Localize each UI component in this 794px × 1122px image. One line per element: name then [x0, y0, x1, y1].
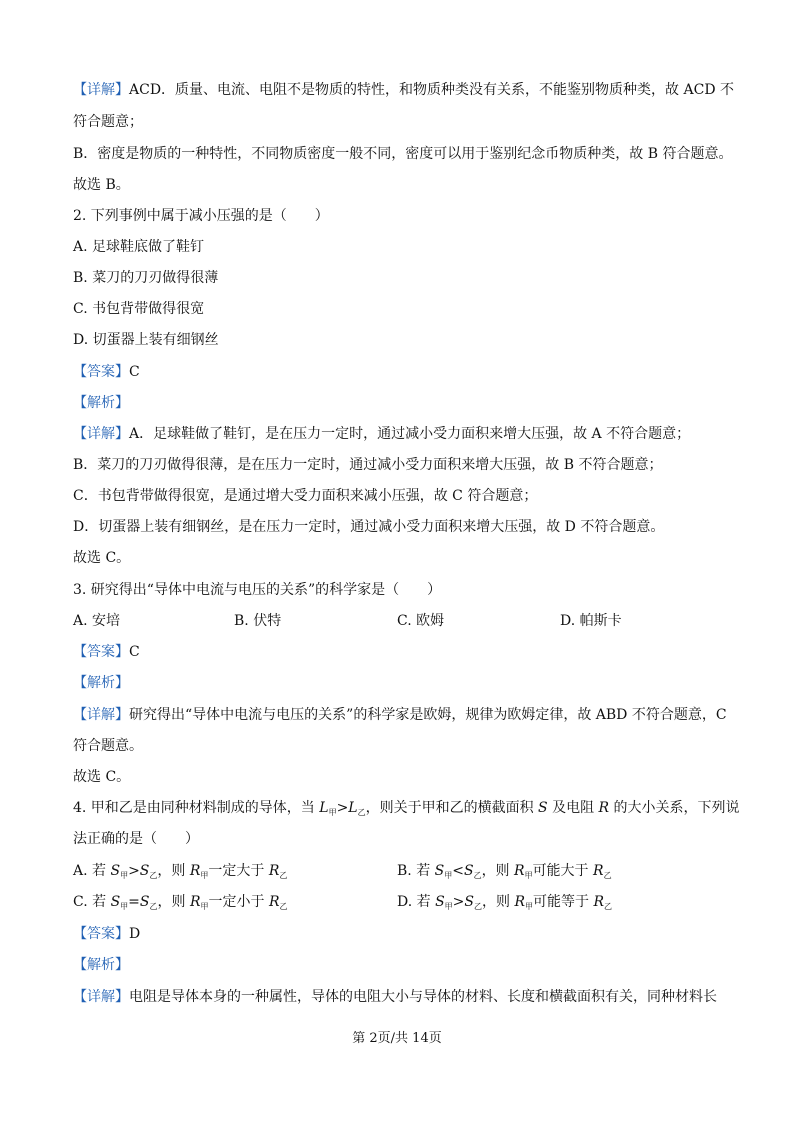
q2-option-d: D. 切蛋器上装有细钢丝	[73, 332, 219, 348]
q2-detail-b: B．菜刀的刀刃做得很薄，是在压力一定时，通过减小受力面积来增大压强，故 B 不符合题意；	[73, 457, 663, 473]
symbol-R: R	[593, 894, 604, 910]
q1-detail-line-3: B．密度是物质的一种特性，不同物质密度一般不同，密度可以用于鉴别纪念币物质种类，故 B 符合题意。	[73, 146, 733, 162]
then-text: ，则	[482, 894, 515, 910]
option-text: 可能等于	[533, 894, 594, 910]
q4-detail-line-1	[73, 987, 717, 1007]
option-prefix: B. 若	[397, 863, 435, 879]
q4-stem-line-2: 法正确的是（ ）	[73, 831, 199, 847]
symbol-S: S	[538, 800, 548, 816]
op-gt: >	[336, 800, 349, 816]
q4-option-d	[397, 892, 612, 917]
q2-analysis-label	[73, 393, 129, 413]
subscript-jia: 甲	[444, 902, 453, 911]
q3-analysis-label	[73, 673, 129, 693]
subscript-yi: 乙	[149, 902, 158, 911]
subscript-jia: 甲	[524, 871, 533, 880]
symbol-S: S	[435, 894, 445, 910]
q2-option-c: C. 书包背带做得很宽	[73, 301, 205, 317]
then-text: ，则	[157, 894, 190, 910]
subscript-yi: 乙	[603, 871, 612, 880]
q4-option-a	[73, 861, 287, 886]
subscript-jia: 甲	[200, 871, 209, 880]
q3-detail-line-1	[73, 705, 727, 725]
analysis-label: 【解析】	[73, 675, 129, 691]
q2-option-a: A. 足球鞋底做了鞋钉	[73, 239, 205, 255]
detail-label: 【详解】	[73, 707, 129, 723]
q4-detail-text: 电阻是导体本身的一种属性，导体的电阻大小与导体的材料、长度和横截面积有关，同种材料长	[129, 989, 717, 1005]
option-prefix: C. 若	[73, 894, 111, 910]
q3-answer-value: C	[129, 644, 140, 660]
answer-label: 【答案】	[73, 364, 129, 380]
q4-option-b	[397, 861, 612, 886]
subscript-yi: 乙	[357, 808, 366, 817]
q3-option-d: D. 帕斯卡	[560, 613, 622, 629]
symbol-L: L	[319, 800, 329, 816]
op-gt: >	[128, 863, 140, 879]
subscript-jia: 甲	[200, 902, 209, 911]
q2-option-b: B. 菜刀的刀刃做得很薄	[73, 270, 219, 286]
symbol-R: R	[514, 863, 525, 879]
q2-conclusion: 故选 C。	[73, 550, 131, 566]
analysis-label: 【解析】	[73, 395, 129, 411]
symbol-R: R	[189, 863, 201, 879]
subscript-jia: 甲	[444, 871, 453, 880]
q3-stem: 3. 研究得出“导体中电流与电压的关系”的科学家是（ ）	[73, 582, 442, 598]
subscript-yi: 乙	[474, 902, 482, 911]
q2-stem: 2. 下列事例中属于减小压强的是（ ）	[73, 208, 329, 224]
analysis-label: 【解析】	[73, 957, 129, 973]
q3-option-c: C. 欧姆	[397, 613, 445, 629]
symbol-S: S	[139, 863, 150, 879]
q1-conclusion: 故选 B。	[73, 177, 130, 193]
subscript-yi: 乙	[604, 902, 612, 911]
symbol-R: R	[268, 894, 280, 910]
q4-stem-part: ，则关于甲和乙的横截面积	[365, 800, 539, 816]
subscript-yi: 乙	[149, 871, 158, 880]
symbol-R: R	[189, 894, 201, 910]
option-text: 可能大于	[532, 863, 594, 879]
q3-detail-line-2: 符合题意。	[73, 738, 143, 754]
op-gt: >	[452, 894, 465, 910]
symbol-S: S	[110, 863, 121, 879]
answer-label: 【答案】	[73, 926, 129, 942]
subscript-yi: 乙	[279, 902, 288, 911]
symbol-S: S	[139, 894, 150, 910]
symbol-S: S	[464, 894, 474, 910]
q2-detail-a-text: A．足球鞋做了鞋钉，是在压力一定时，通过减小受力面积来增大压强，故 A 不符合题意；	[129, 426, 691, 442]
op-lt: <	[452, 863, 464, 879]
q4-stem-part: 4. 甲和乙是由同种材料制成的导体，当	[73, 800, 320, 816]
then-text: ，则	[157, 863, 190, 879]
subscript-jia: 甲	[328, 808, 337, 817]
q1-detail-text: ACD．质量、电流、电阻不是物质的特性，和物质种类没有关系，不能鉴别物质种类，故 ACD 不	[129, 82, 734, 98]
subscript-jia: 甲	[525, 902, 533, 911]
subscript-jia: 甲	[120, 871, 129, 880]
option-text: 一定小于	[208, 894, 269, 910]
q4-answer-value: D	[129, 926, 141, 942]
q4-stem-part: 及电阻	[547, 800, 599, 816]
symbol-R: R	[514, 894, 525, 910]
page-footer: 第 2页/共 14页	[352, 1031, 442, 1046]
symbol-L: L	[348, 800, 358, 816]
q3-detail-text: 研究得出“导体中电流与电压的关系”的科学家是欧姆，规律为欧姆定律，故 ABD 不符合题意，C	[129, 707, 727, 723]
answer-label: 【答案】	[73, 644, 129, 660]
then-text: ，则	[481, 863, 515, 879]
symbol-S: S	[434, 863, 445, 879]
option-text: 一定大于	[208, 863, 269, 879]
q3-option-a: A. 安培	[73, 613, 121, 629]
detail-label: 【详解】	[73, 426, 129, 442]
symbol-S: S	[110, 894, 121, 910]
symbol-R: R	[268, 863, 280, 879]
q4-analysis-label	[73, 955, 129, 975]
subscript-yi: 乙	[279, 871, 288, 880]
option-prefix: A. 若	[73, 863, 111, 879]
q4-stem-line-1	[73, 798, 740, 823]
option-prefix: D. 若	[397, 894, 436, 910]
q3-conclusion: 故选 C。	[73, 769, 131, 785]
symbol-R: R	[598, 800, 610, 816]
detail-label: 【详解】	[73, 82, 129, 98]
q4-stem-part: 的大小关系，下列说	[609, 800, 740, 816]
subscript-jia: 甲	[120, 902, 129, 911]
q2-answer	[73, 362, 140, 382]
op-eq: =	[128, 894, 140, 910]
detail-label: 【详解】	[73, 989, 129, 1005]
symbol-R: R	[593, 863, 604, 879]
q2-detail-a	[73, 424, 690, 444]
subscript-yi: 乙	[473, 871, 482, 880]
q1-detail-line-1	[73, 80, 734, 100]
q2-answer-value: C	[129, 364, 140, 380]
q2-detail-c: C．书包背带做得很宽，是通过增大受力面积来减小压强，故 C 符合题意；	[73, 488, 538, 504]
q2-detail-d: D．切蛋器上装有细钢丝，是在压力一定时，通过减小受力面积来增大压强，故 D 不符合题意。	[73, 519, 665, 535]
q1-detail-line-2: 符合题意；	[73, 114, 143, 130]
symbol-S: S	[463, 863, 474, 879]
q4-answer	[73, 924, 140, 944]
q3-answer	[73, 642, 140, 662]
q4-option-c	[73, 892, 288, 917]
q3-option-b: B. 伏特	[234, 613, 282, 629]
